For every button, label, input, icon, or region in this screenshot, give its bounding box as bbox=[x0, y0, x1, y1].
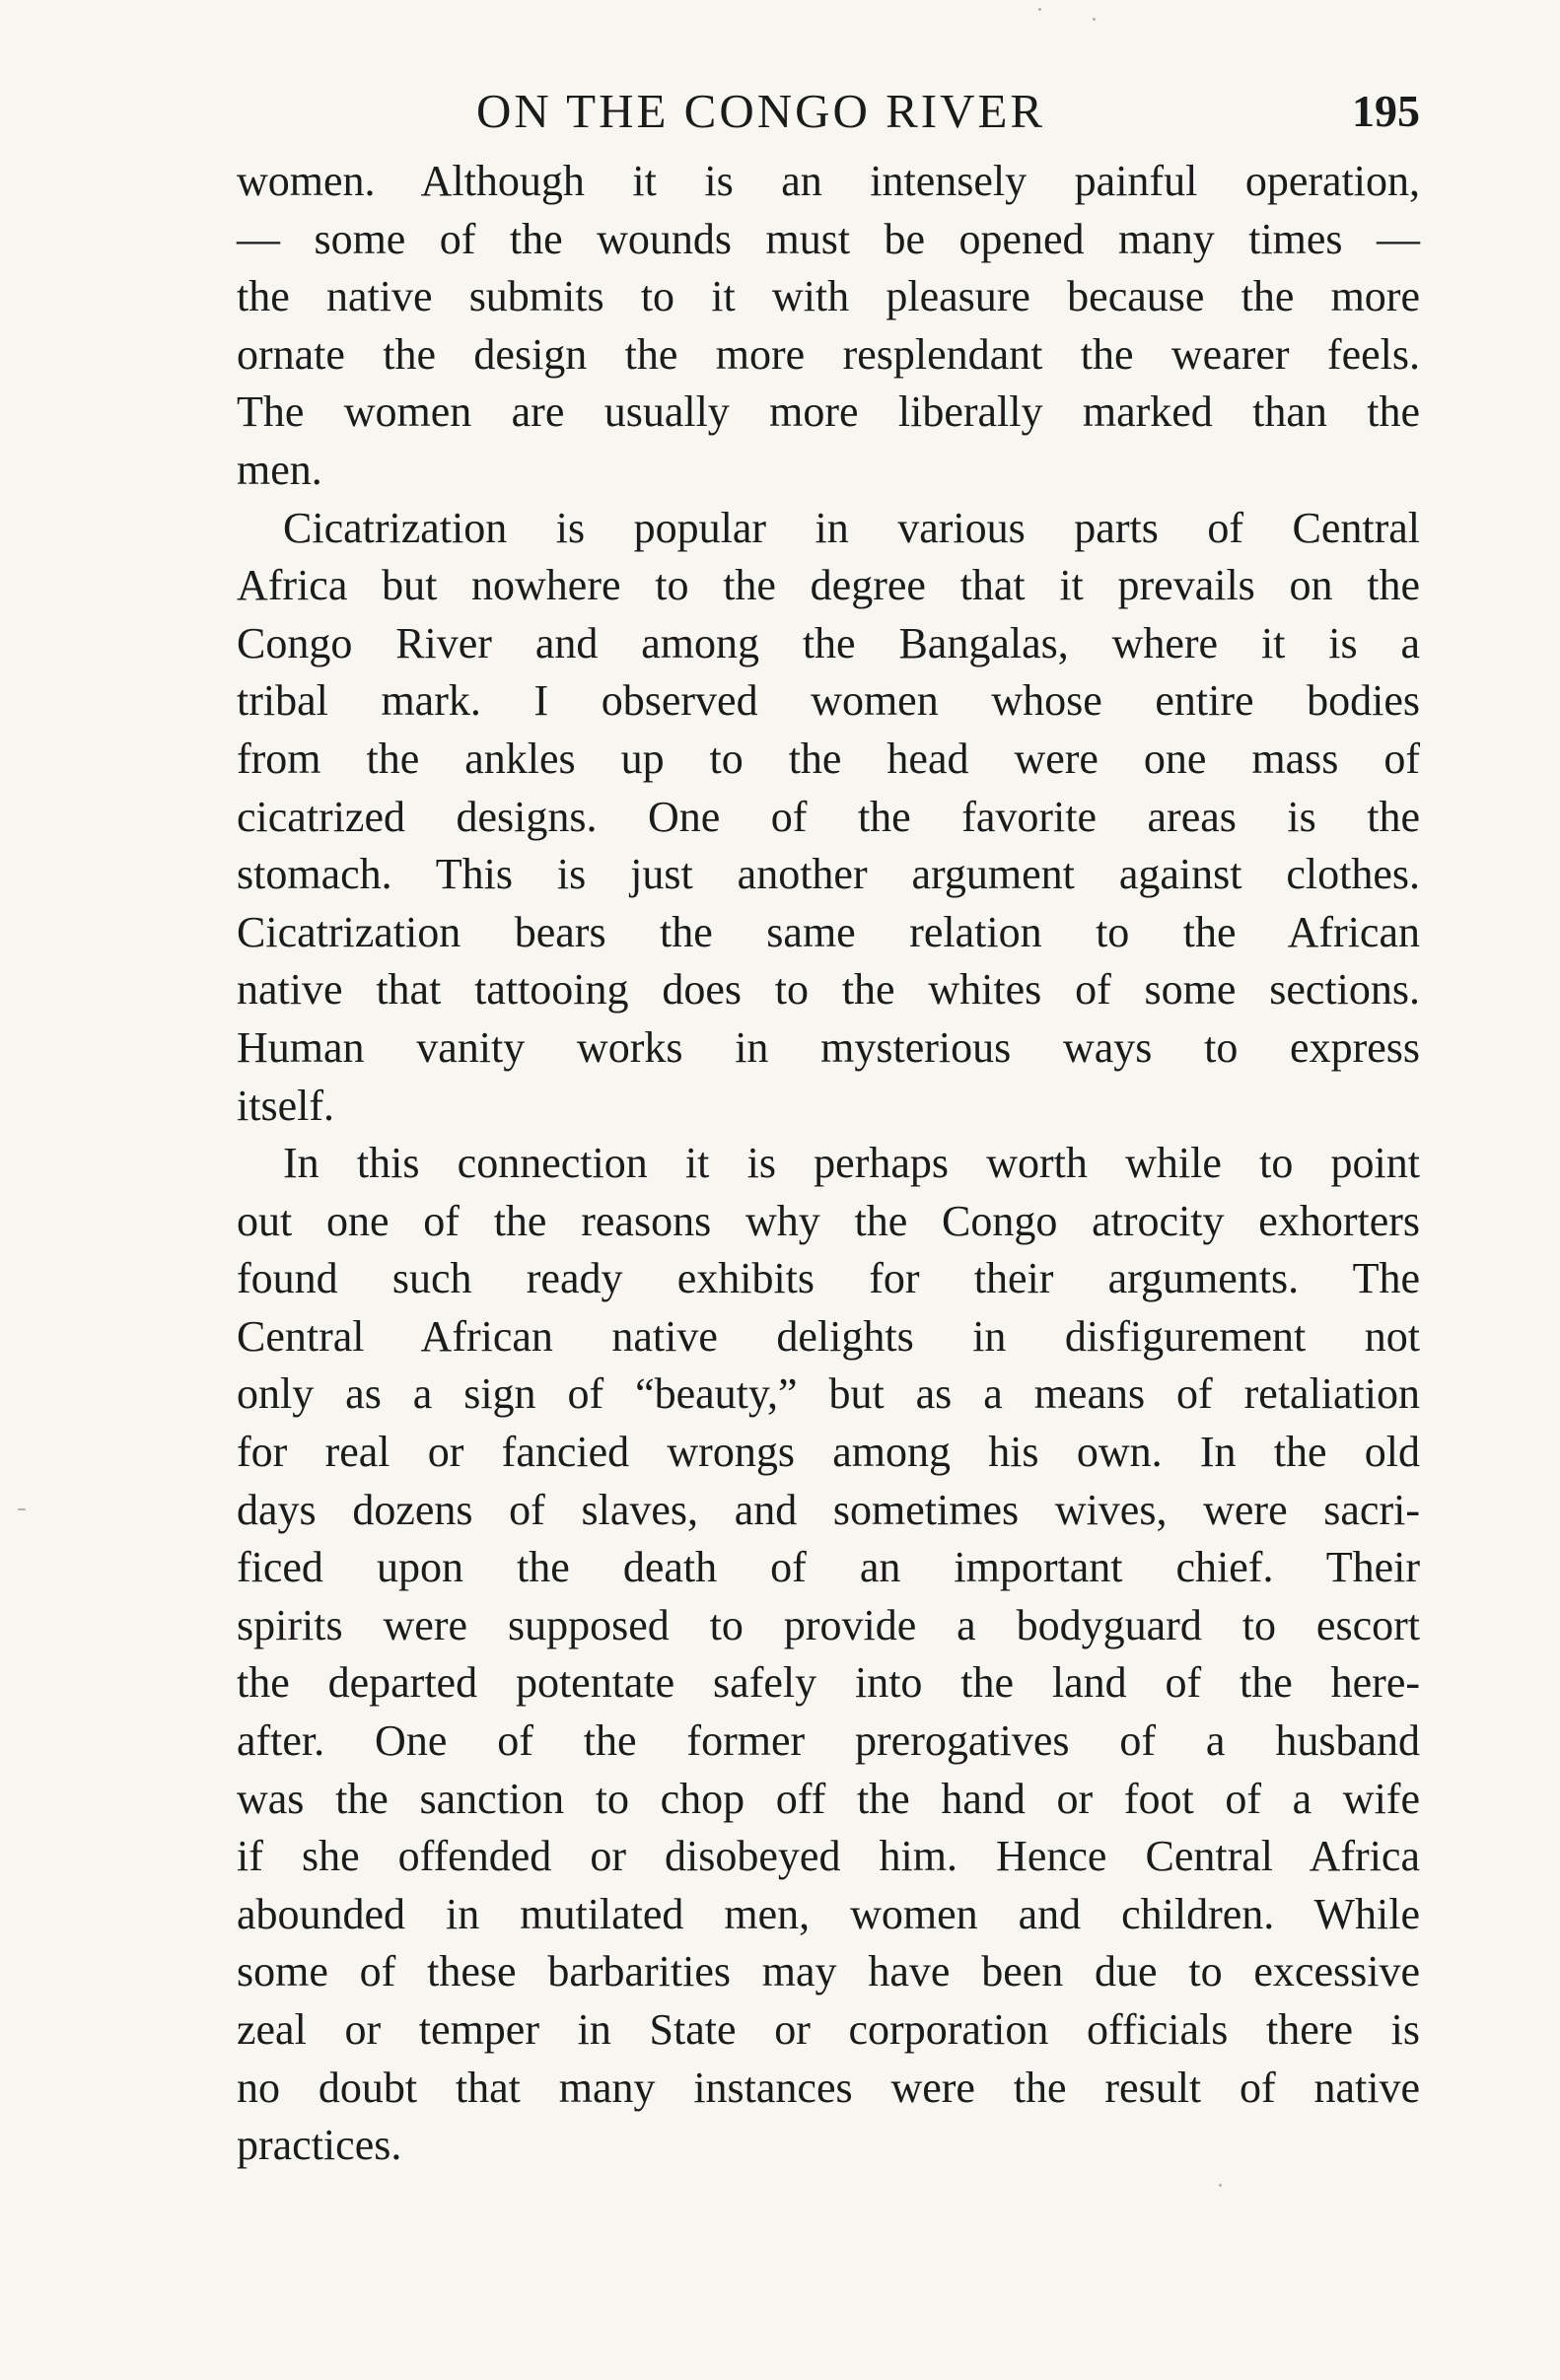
text-line: abounded in mutilated men, women and children. While bbox=[237, 1889, 1420, 1938]
paragraph-start-line: Cicatrization is popular in various parts of Central bbox=[283, 503, 1420, 552]
paragraph-end-line: practices. bbox=[237, 2121, 402, 2170]
text-line: ficed upon the death of an important chief. Their bbox=[237, 1543, 1420, 1592]
running-head bbox=[237, 77, 1420, 146]
text-line: spirits were supposed to provide a bodyguard to escort bbox=[237, 1600, 1420, 1649]
text-line: the native submits to it with pleasure because the more bbox=[237, 272, 1420, 321]
text-line: Cicatrization bears the same relation to the African bbox=[237, 907, 1420, 956]
text-line: if she offended or disobeyed him. Hence Central Africa bbox=[237, 1832, 1420, 1881]
text-line: women. Although it is an intensely painful operation, bbox=[237, 157, 1420, 205]
text-line: from the ankles up to the head were one mass of bbox=[237, 734, 1420, 783]
text-line: only as a sign of “beauty,” but as a means of retaliation bbox=[237, 1369, 1420, 1419]
paragraph-end-line: itself. bbox=[237, 1081, 334, 1130]
text-line: Human vanity works in mysterious ways to express bbox=[237, 1022, 1420, 1072]
text-line: — some of the wounds must be opened many times — bbox=[237, 214, 1420, 263]
text-line: found such ready exhibits for their arguments. The bbox=[237, 1254, 1420, 1303]
text-line: Central African native delights in disfigurement not bbox=[237, 1311, 1420, 1361]
text-line: native that tattooing does to the whites of some sections. bbox=[237, 965, 1420, 1015]
text-line: the departed potentate safely into the land of the here- bbox=[237, 1658, 1420, 1708]
text-line: ornate the design the more resplendant the wearer feels. bbox=[237, 329, 1420, 379]
text-line: The women are usually more liberally marked than the bbox=[237, 387, 1420, 437]
text-line: out one of the reasons why the Congo atrocity exhorters bbox=[237, 1196, 1420, 1245]
paragraph-end-line: men. bbox=[237, 445, 322, 494]
page-number: 195 bbox=[1352, 86, 1420, 136]
text-line: some of these barbarities may have been due to excessive bbox=[237, 1947, 1420, 1996]
text-line: cicatrized designs. One of the favorite areas is the bbox=[237, 792, 1420, 841]
text-line: after. One of the former prerogatives of a husband bbox=[237, 1716, 1420, 1766]
text-line: no doubt that many instances were the result of native bbox=[237, 2063, 1420, 2112]
paragraph-start-line: In this connection it is perhaps worth while to point bbox=[283, 1139, 1420, 1188]
text-line: was the sanction to chop off the hand or foot of a wife bbox=[237, 1774, 1420, 1823]
text-line: Congo River and among the Bangalas, where it is a bbox=[237, 618, 1420, 667]
text-line: tribal mark. I observed women whose entire bodies bbox=[237, 676, 1420, 726]
paper-speck bbox=[1038, 8, 1041, 11]
paper-speck bbox=[1093, 18, 1096, 21]
chapter-title: ON THE CONGO RIVER bbox=[476, 84, 1046, 138]
body-text bbox=[237, 153, 1420, 2175]
paper-speck bbox=[18, 1508, 26, 1510]
text-line: days dozens of slaves, and sometimes wives, were sacri- bbox=[237, 1485, 1420, 1534]
text-line: for real or fancied wrongs among his own. In the old bbox=[237, 1428, 1420, 1477]
text-line: zeal or temper in State or corporation officials there is bbox=[237, 2005, 1420, 2054]
text-line: stomach. This is just another argument against clothes. bbox=[237, 850, 1420, 899]
paper-speck bbox=[1219, 2184, 1222, 2187]
text-line: Africa but nowhere to the degree that it prevails on the bbox=[237, 561, 1420, 610]
